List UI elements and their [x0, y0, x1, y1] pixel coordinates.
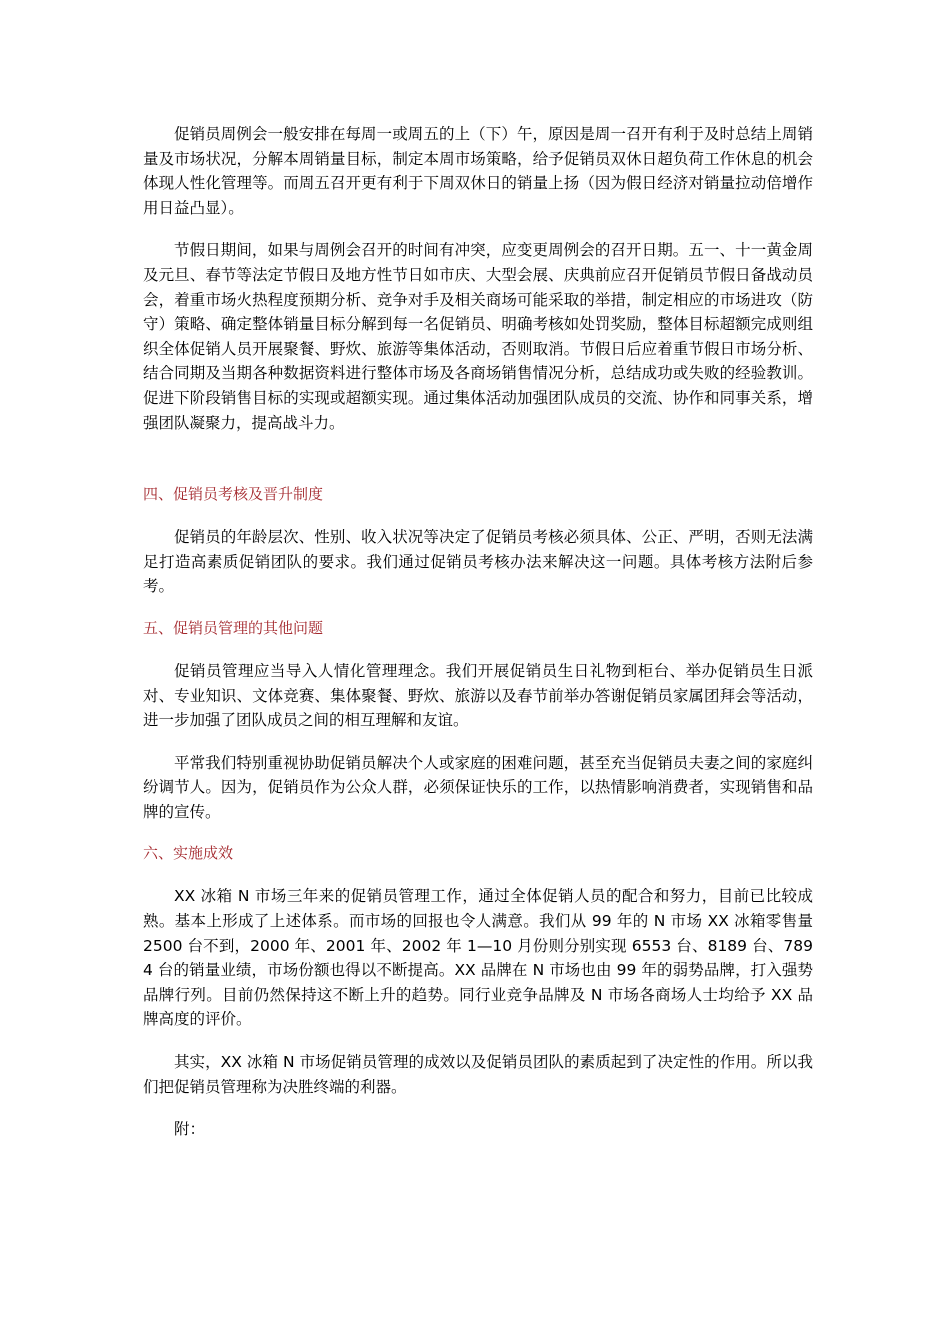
section-heading-other-issues: 五、促销员管理的其他问题	[143, 618, 324, 637]
paragraph-results: XX 冰箱 N 市场三年来的促销员管理工作，通过全体促销人员的配合和努力，目前已比较成熟。基本上形成了上述体系。而市场的回报也令人满意。我们从 99 年的 N 市场 XX 冰箱零售量 2500 台不到，2000 年、2001 年、2002 年 1—10 月份则分别实现 6553 台、8189 台、7894 台的销量业绩，市场份额也得以不断提高。XX 品牌在 N 市场也由 99 年的弱势品牌，打入强势品牌行列。目前仍然保持这不断上升的趋势。同行业竞争品牌及 N 市场各商场人士均给予 XX 品牌高度的评价。	[143, 887, 813, 1029]
paragraph-holiday-meeting: 节假日期间，如果与周例会召开的时间有冲突，应变更周例会的召开日期。五一、十一黄金周及元旦、春节等法定节假日及地方性节日如市庆、大型会展、庆典前应召开促销员节假日备战动员会，着重市场火热程度预期分析、竞争对手及相关商场可能采取的举措，制定相应的市场进攻（防守）策略、确定整体销量目标分解到每一名促销员、明确考核如处罚奖励，整体目标超额完成则组织全体促销人员开展聚餐、野炊、旅游等集体活动，否则取消。节假日后应着重节假日市场分析、结合同期及当期各种数据资料进行整体市场及各商场销售情况分析，总结成功或失败的经验教训。促进下阶段销售目标的实现或超额实现。通过集体活动加强团队成员的交流、协作和同事关系，增强团队凝聚力，提高战斗力。	[143, 241, 813, 432]
section-heading-results: 六、实施成效	[143, 844, 234, 863]
paragraph-weekly-meeting: 促销员周例会一般安排在每周一或周五的上（下）午，原因是周一召开有利于及时总结上周销量及市场状况，分解本周销量目标，制定本周市场策略，给予促销员双休日超负荷工作休息的机会体现人性化管理等。而周五召开更有利于下周双休日的销量上扬（因为假日经济对销量拉动倍增作用日益凸显）。	[143, 125, 813, 217]
paragraph-family-support: 平常我们特别重视协助促销员解决个人或家庭的困难问题，甚至充当促销员夫妻之间的家庭纠纷调节人。因为，促销员作为公众人群，必须保证快乐的工作，以热情影响消费者，实现销售和品牌的宣传。	[143, 753, 813, 821]
section-heading-assessment: 四、促销员考核及晋升制度	[143, 485, 324, 504]
appendix-label: 附：	[174, 1120, 206, 1139]
document-page	[143, 122, 813, 1142]
paragraph-assessment: 促销员的年龄层次、性别、收入状况等决定了促销员考核必须具体、公正、严明，否则无法满足打造高素质促销团队的要求。我们通过促销员考核办法来解决这一问题。具体考核方法附后参考。	[143, 528, 813, 596]
paragraph-conclusion: 其实，XX 冰箱 N 市场促销员管理的成效以及促销员团队的素质起到了决定性的作用。所以我们把促销员管理称为决胜终端的利器。	[143, 1053, 813, 1096]
paragraph-humane-management: 促销员管理应当导入人情化管理理念。我们开展促销员生日礼物到柜台、举办促销员生日派对、专业知识、文体竞赛、集体聚餐、野炊、旅游以及春节前举办答谢促销员家属团拜会等活动，进一步加强了团队成员之间的相互理解和友谊。	[143, 661, 813, 730]
